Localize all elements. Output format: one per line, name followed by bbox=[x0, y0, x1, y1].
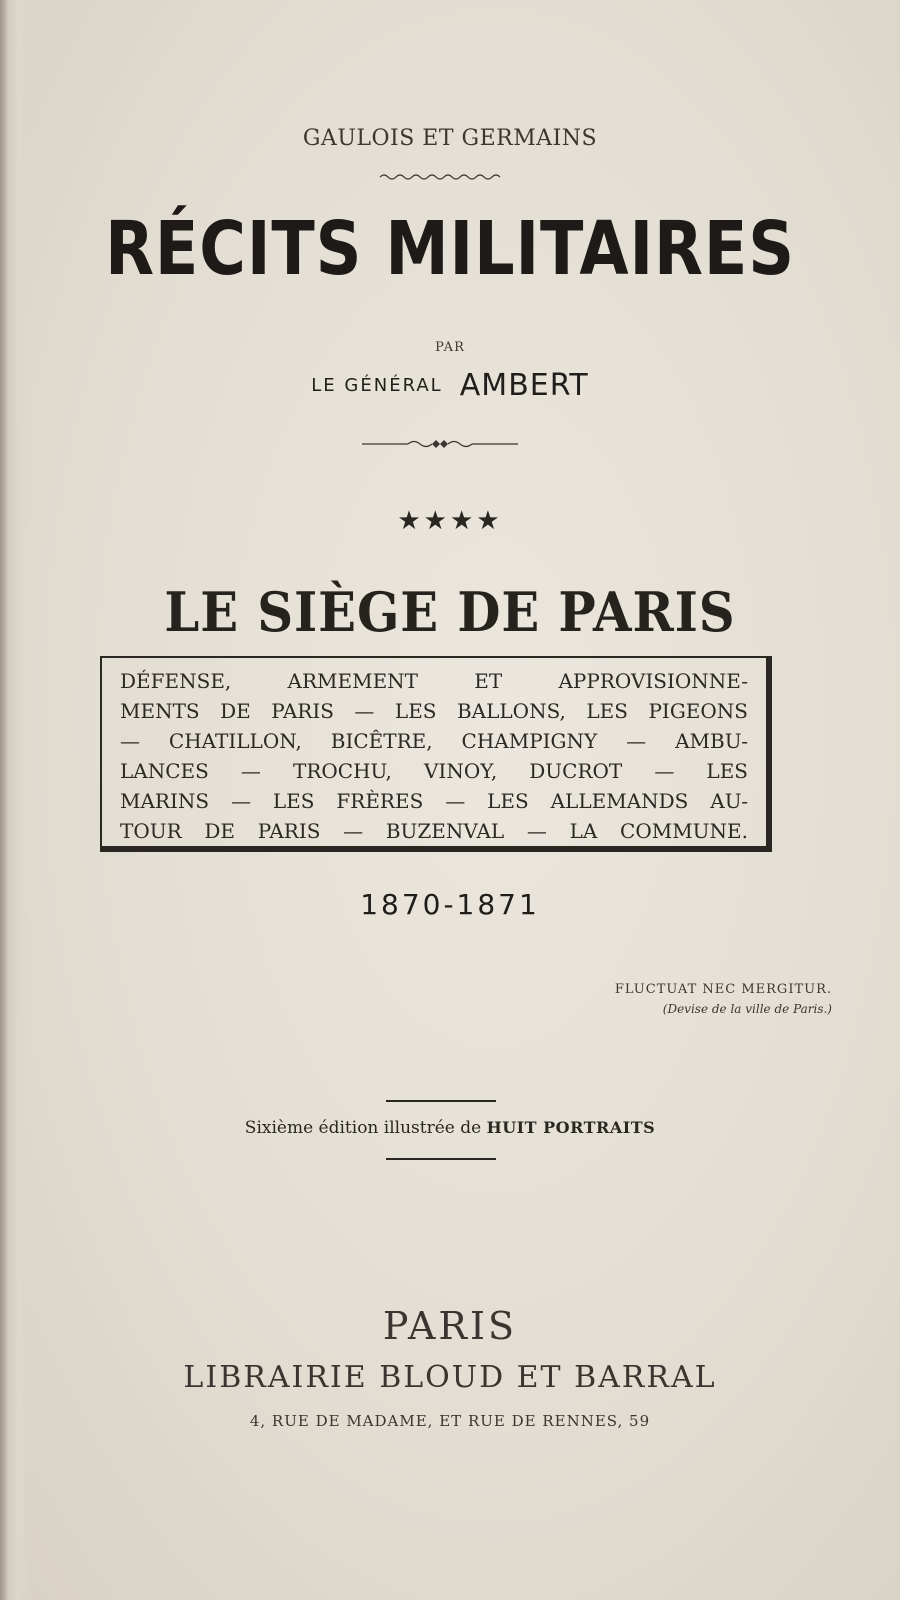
series-title: GAULOIS ET GERMAINS bbox=[302, 126, 598, 151]
edition-line bbox=[0, 1118, 900, 1138]
motto-text: FLUCTUAT NEC MERGITUR. bbox=[614, 982, 832, 997]
edition-rule-bottom bbox=[386, 1158, 496, 1160]
city-motto bbox=[560, 980, 832, 1018]
author-rank: LE GÉNÉRAL bbox=[311, 375, 443, 396]
contents-box bbox=[100, 656, 772, 852]
divider-ornament bbox=[360, 436, 520, 452]
contents-line: — CHATILLON, BICÊTRE, CHAMPIGNY — AMBU- bbox=[120, 729, 748, 753]
contents-line: TOUR DE PARIS — BUZENVAL — LA COMMUNE. bbox=[120, 819, 748, 843]
by-label: PAR bbox=[435, 340, 465, 355]
imprint-city: PARIS bbox=[382, 1304, 518, 1348]
author-line bbox=[0, 368, 900, 403]
contents-line: MENTS DE PARIS — LES BALLONS, LES PIGEONS bbox=[120, 699, 748, 723]
date-range: 1870-1871 bbox=[360, 888, 540, 921]
contents-line: MARINS — LES FRÈRES — LES ALLEMANDS AU- bbox=[120, 789, 748, 813]
motto-source: (Devise de la ville de Paris.) bbox=[662, 1002, 832, 1016]
volume-stars: ★★★★ bbox=[397, 506, 503, 536]
imprint-publisher: LIBRAIRIE BLOUD ET BARRAL bbox=[183, 1360, 717, 1395]
edition-rule-top bbox=[386, 1100, 496, 1102]
edition-prefix: Sixième édition illustrée de bbox=[244, 1118, 487, 1138]
contents-line: LANCES — TROCHU, VINOY, DUCROT — LES bbox=[120, 759, 748, 783]
contents-line: DÉFENSE, ARMEMENT ET APPROVISIONNE- bbox=[120, 669, 748, 693]
edition-emphasis: HUIT PORTRAITS bbox=[486, 1118, 656, 1137]
imprint-address: 4, RUE DE MADAME, ET RUE DE RENNES, 59 bbox=[249, 1412, 651, 1430]
author-name: AMBERT bbox=[459, 368, 589, 403]
book-title: RÉCITS MILITAIRES bbox=[105, 206, 795, 292]
volume-title: LE SIÈGE DE PARIS bbox=[164, 580, 736, 644]
wavy-rule-ornament bbox=[378, 172, 504, 182]
